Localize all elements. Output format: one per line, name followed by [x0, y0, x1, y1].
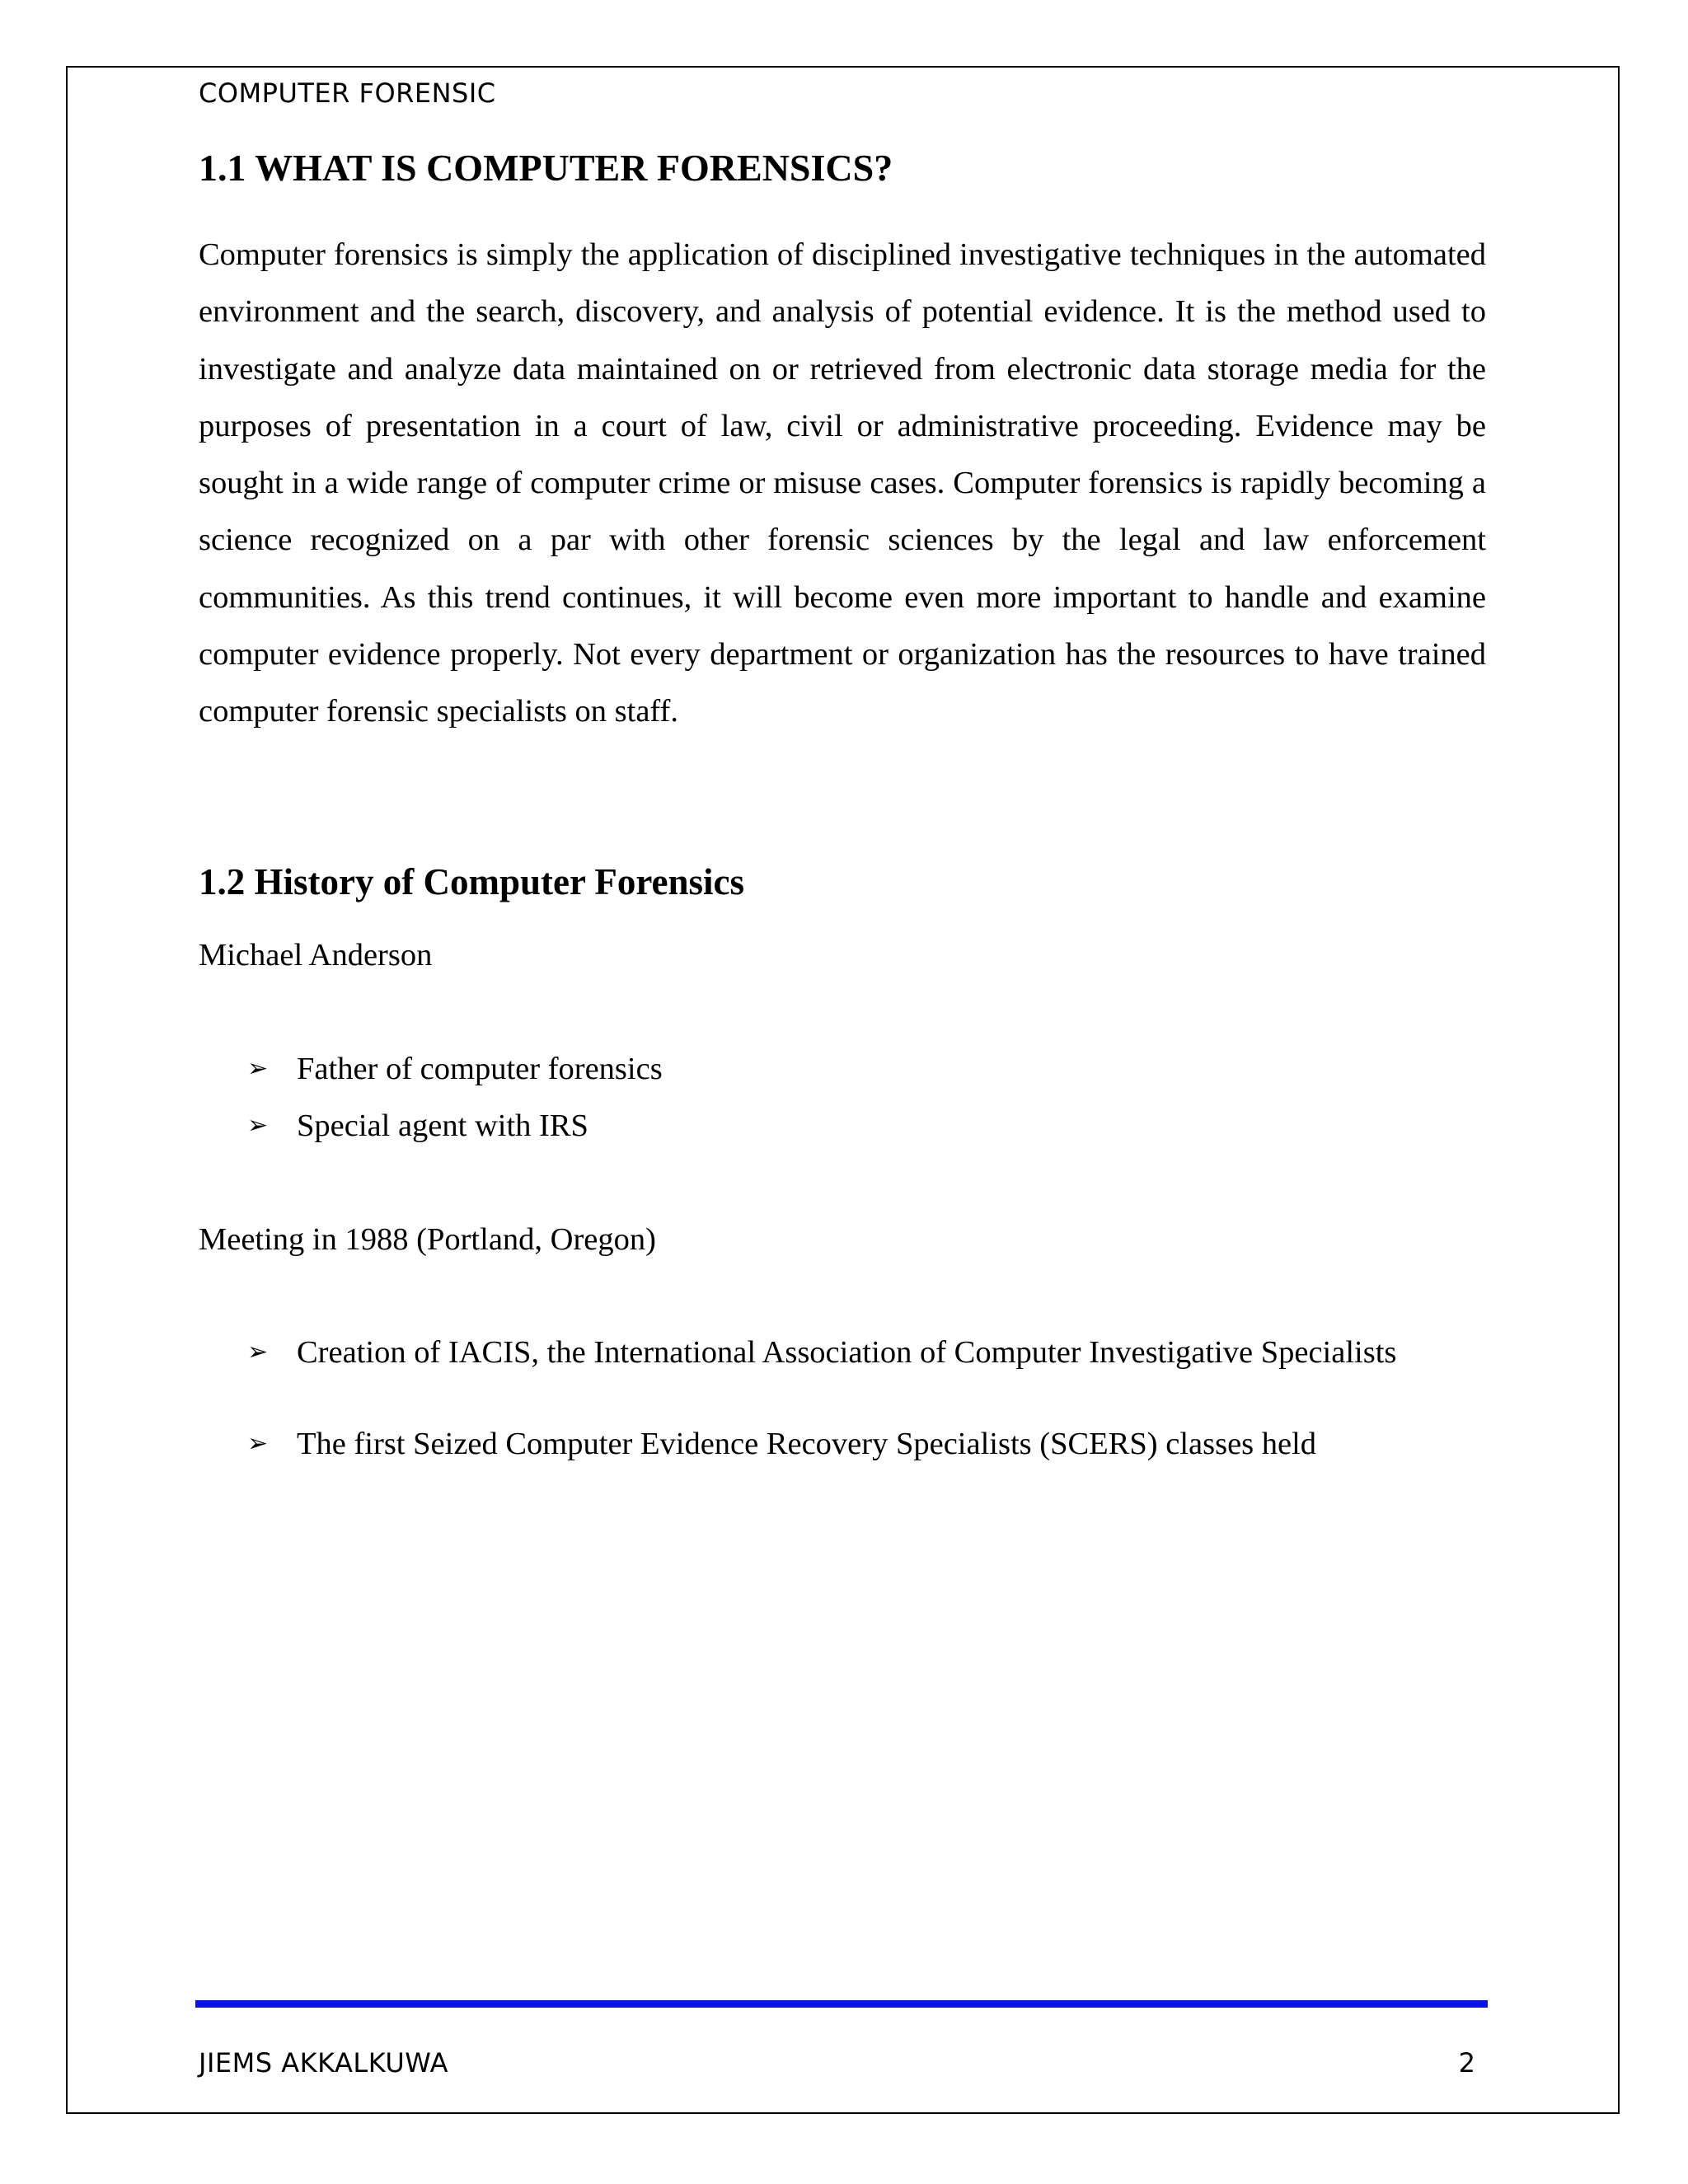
section-heading-history: 1.2 History of Computer Forensics — [199, 861, 745, 902]
intro-paragraph: Computer forensics is simply the application of disciplined investigative techniques in the automated environment and the search, discovery, and analysis of potential evidence. It is the method used to investigate and analyze data maintained on or retrieved from electronic data storage media for the purposes of presentation in a court of law, civil or administrative proceeding. Evidence may be sought in a wide range of computer crime or misuse cases. Computer forensics is rapidly becoming a science recognized on a par with other forensic sciences by the legal and law enforcement communities. As this trend continues, it will become even more important to handle and examine computer evidence properly. Not every department or organization has the resources to have trained computer forensic specialists on staff. — [199, 237, 1486, 729]
list-item-text: Creation of IACIS, the International Association of Computer Investigative Specialists — [297, 1335, 1397, 1370]
footer-rule — [195, 2000, 1488, 2008]
person-name: Michael Anderson — [199, 938, 433, 972]
list-item-text: Father of computer forensics — [297, 1052, 663, 1086]
list-item — [247, 1104, 588, 1148]
arrow-bullet-icon: ➢ — [247, 1429, 269, 1458]
list-item — [247, 1047, 663, 1091]
footer-institution: JIEMS AKKALKUWA — [199, 2047, 449, 2079]
arrow-bullet-icon: ➢ — [247, 1111, 269, 1140]
list-item-text: The first Seized Computer Evidence Recovery Specialists (SCERS) classes held — [297, 1427, 1317, 1461]
meeting-line: Meeting in 1988 (Portland, Oregon) — [199, 1222, 656, 1257]
page-number: 2 — [1458, 2047, 1475, 2079]
running-header: COMPUTER FORENSIC — [199, 77, 496, 109]
list-item-text: Special agent with IRS — [297, 1108, 588, 1143]
section-heading-what-is: 1.1 WHAT IS COMPUTER FORENSICS? — [199, 147, 893, 189]
arrow-bullet-icon: ➢ — [247, 1054, 269, 1083]
arrow-bullet-icon: ➢ — [247, 1338, 269, 1366]
list-item — [247, 1330, 1396, 1375]
list-item — [247, 1422, 1316, 1466]
